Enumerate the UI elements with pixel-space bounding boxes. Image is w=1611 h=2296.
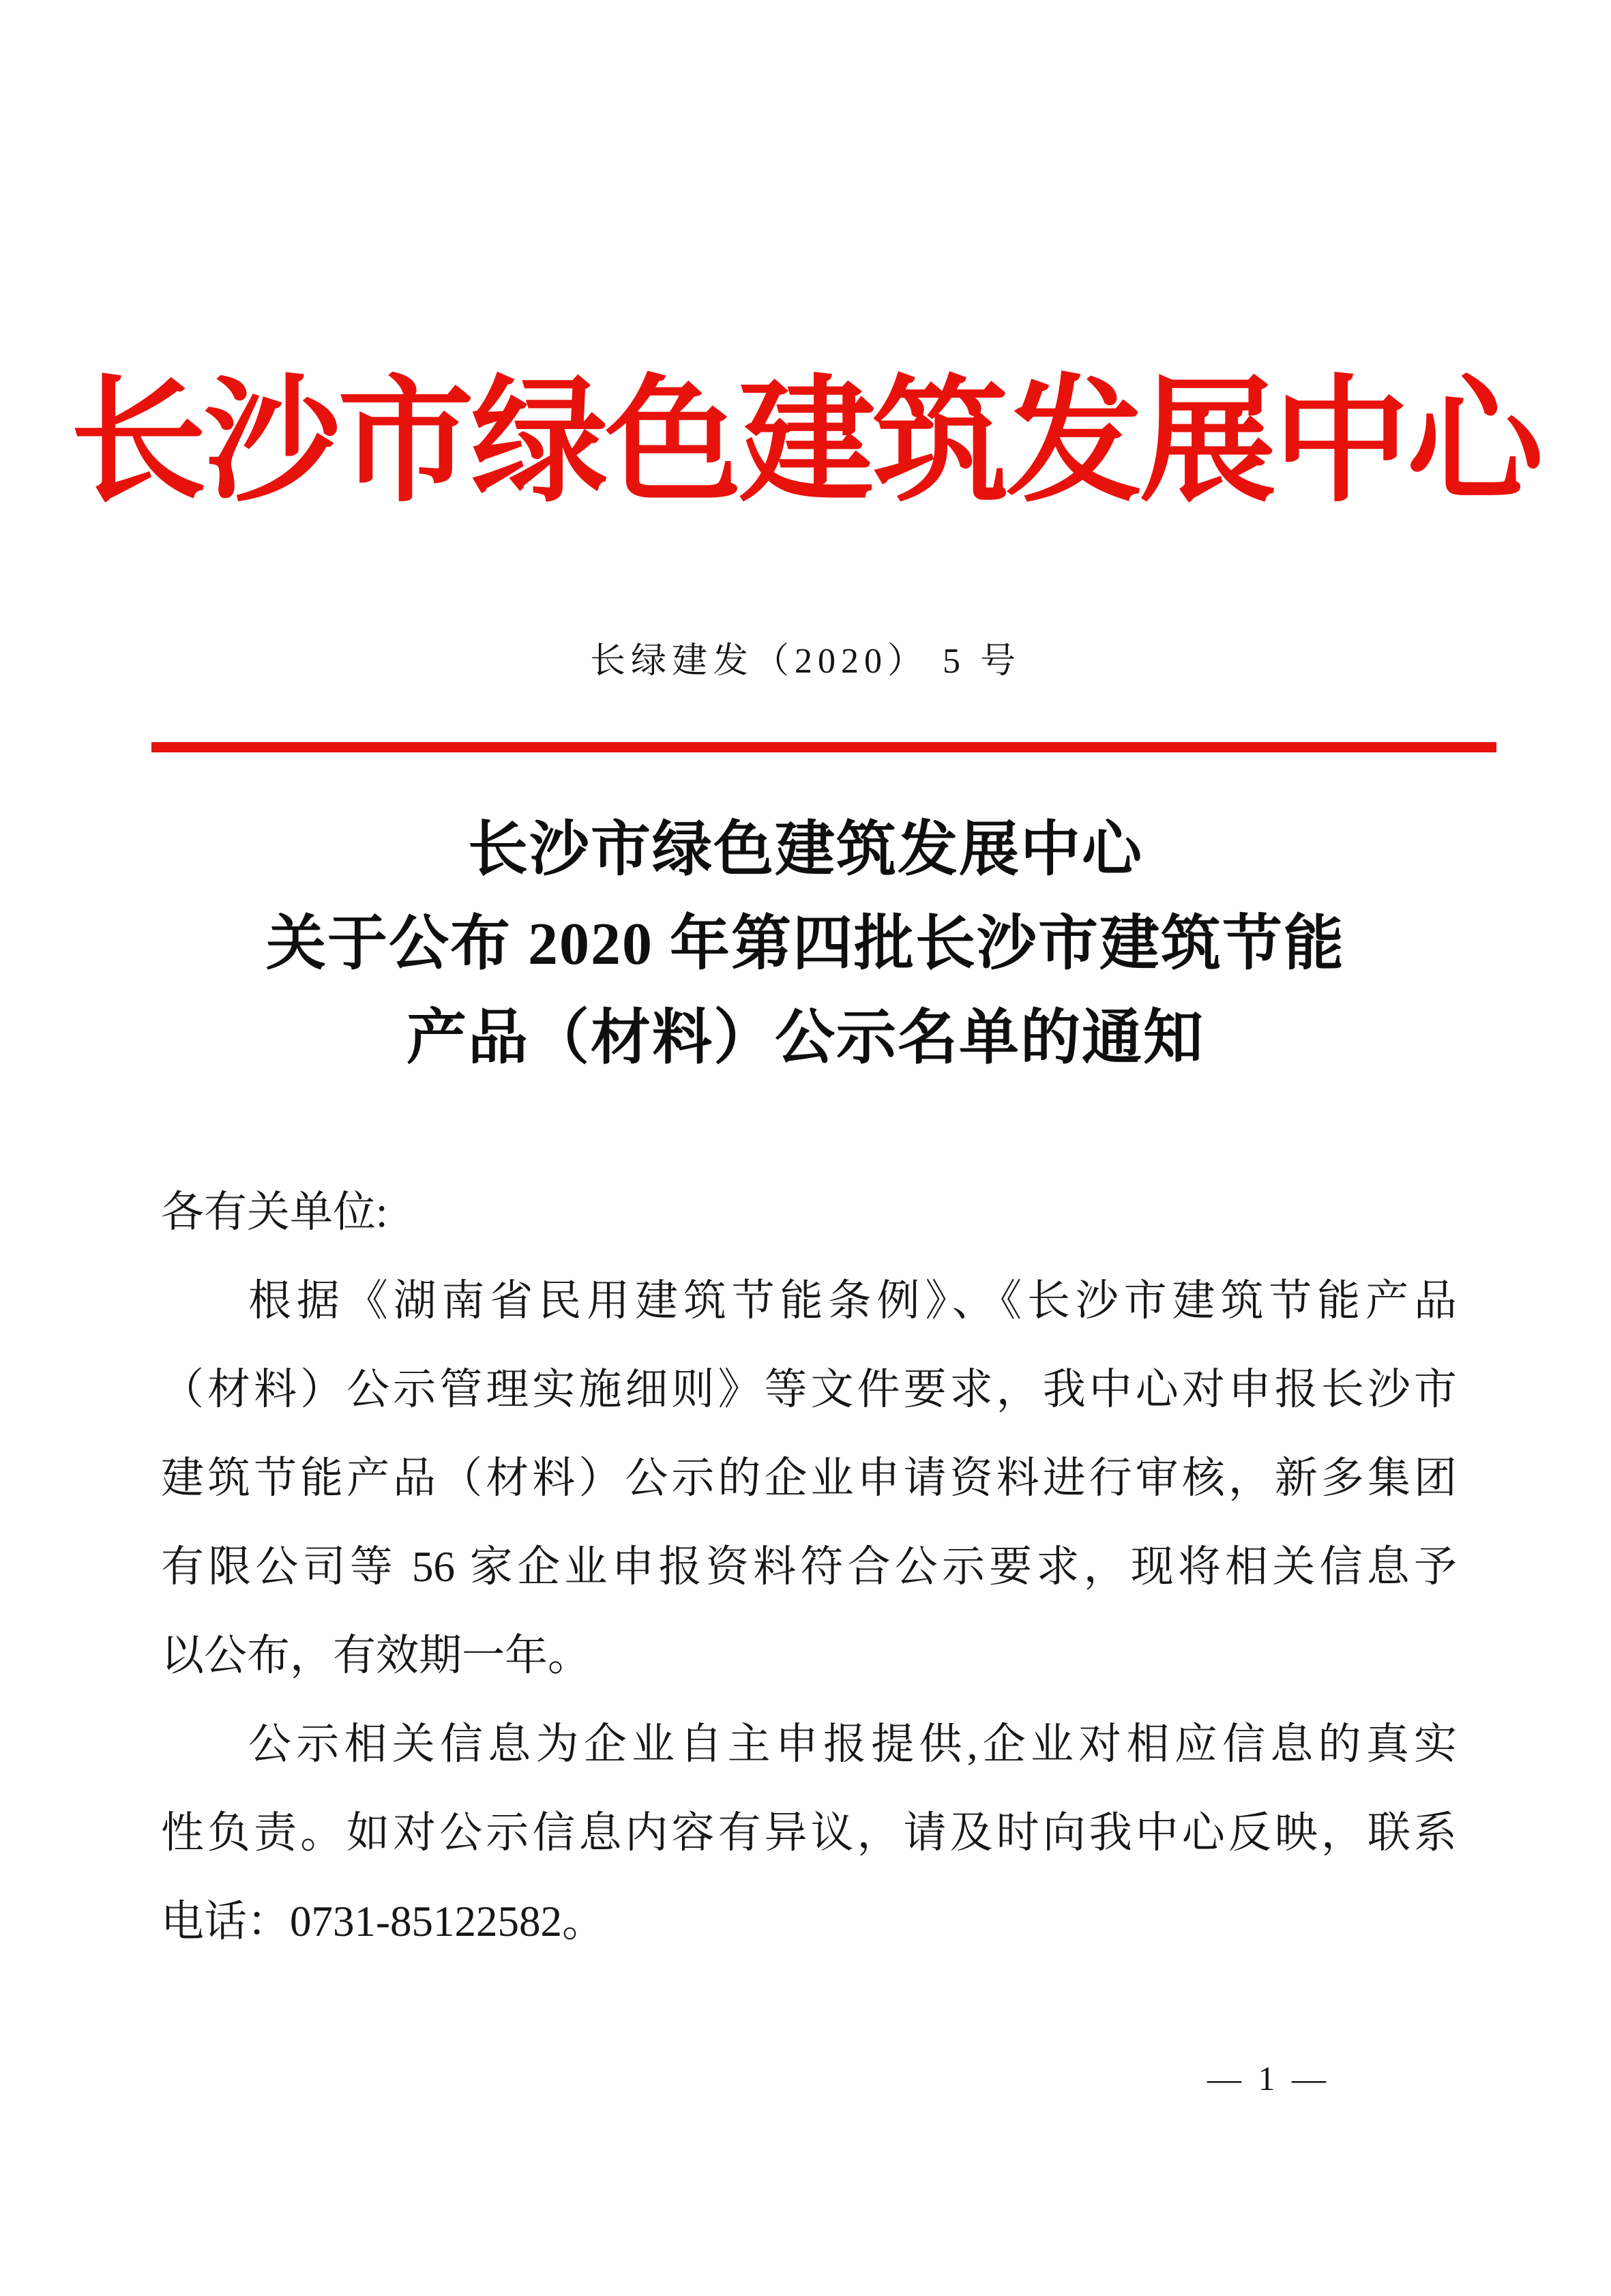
body-text xyxy=(161,1168,1457,1966)
page-number: — 1 — xyxy=(1207,2059,1330,2098)
doc-number: 长绿建发（2020） 5 号 xyxy=(589,642,1021,681)
para2-line-3: 电话：0731-85122582。 xyxy=(161,1898,605,1945)
doc-title-line-3: 产品（材料）公示名单的通知 xyxy=(406,1005,1204,1072)
para1-line-4: 有限公司等 56 家企业申报资料符合公示要求，现将相关信息予 xyxy=(161,1543,1457,1591)
doc-title-line-2: 关于公布 2020 年第四批长沙市建筑节能 xyxy=(265,911,1345,977)
red-divider-line xyxy=(151,742,1496,752)
para1-line-5: 以公布，有效期一年。 xyxy=(161,1632,591,1679)
para1-line-1: 根据《湖南省民用建筑节能条例》、《长沙市建筑节能产品 xyxy=(248,1277,1457,1325)
para2-line-1: 公示相关信息为企业自主申报提供,企业对相应信息的真实 xyxy=(248,1720,1457,1768)
para1-line-3: 建筑节能产品（材料）公示的企业申请资料进行审核，新多集团 xyxy=(161,1454,1457,1502)
para1-line-2: （材料）公示管理实施细则》等文件要求，我中心对申报长沙市 xyxy=(161,1366,1457,1413)
doc-title-line-1: 长沙市绿色建筑发展中心 xyxy=(467,817,1143,883)
org-header-title: 长沙市绿色建筑发展中心 xyxy=(70,368,1541,518)
salutation: 各有关单位: xyxy=(161,1188,388,1236)
doc-title xyxy=(0,804,1611,1086)
para2-line-2: 性负责。如对公示信息内容有异议，请及时向我中心反映，联系 xyxy=(161,1809,1457,1857)
